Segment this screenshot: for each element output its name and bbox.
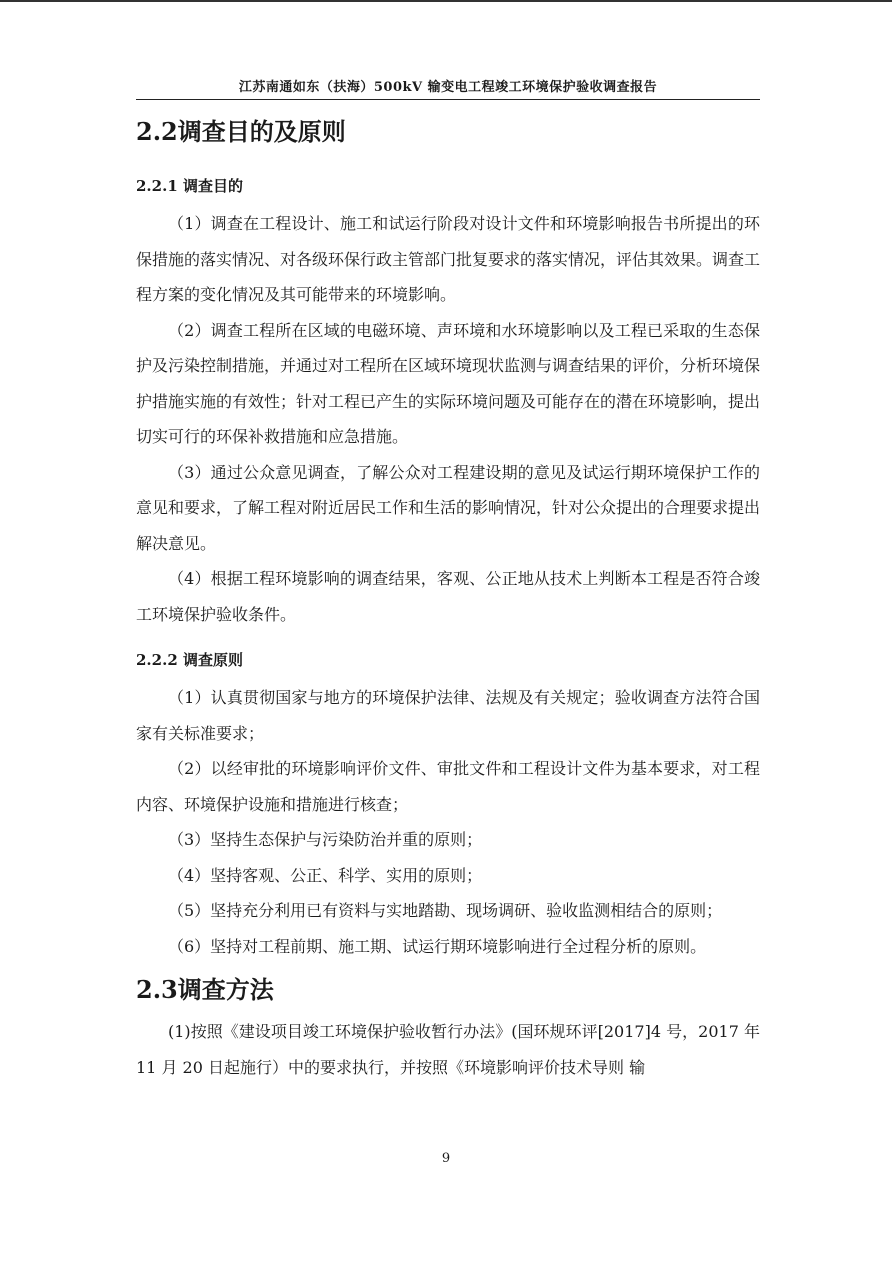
subsection-heading-2-2-1: 2.2.1 调查目的 (136, 177, 243, 195)
page-number: 9 (441, 1151, 451, 1166)
header-divider (136, 99, 760, 100)
page-body (136, 110, 760, 1085)
paragraph: （5）坚持充分利用已有资料与实地踏勘、现场调研、验收监测相结合的原则； (168, 901, 723, 920)
paragraph: (1)按照《建设项目竣工环境保护验收暂行办法》(国环规环评[2017]4 号，2017 年 11 月 20 日起施行）中的要求执行，并按照《环境影响评价技术导则 输 (136, 1022, 760, 1077)
section-heading-2-2: 2.2调查目的及原则 (136, 117, 346, 146)
page-top-border (0, 0, 892, 2)
paragraph: （1）认真贯彻国家与地方的环境保护法律、法规及有关规定；验收调查方法符合国家有关标准要求； (136, 688, 760, 743)
section-heading-2-3: 2.3调查方法 (136, 975, 274, 1004)
paragraph: （6）坚持对工程前期、施工期、试运行期环境影响进行全过程分析的原则。 (168, 936, 707, 956)
paragraph: （2）以经审批的环境影响评价文件、审批文件和工程设计文件为基本要求，对工程内容、环境保护设施和措施进行核查； (136, 759, 760, 814)
paragraph: （3）通过公众意见调查，了解公众对工程建设期的意见及试运行期环境保护工作的意见和要求，了解工程对附近居民工作和生活的影响情况，针对公众提出的合理要求提出解决意见。 (136, 462, 761, 553)
paragraph: （2）调查工程所在区域的电磁环境、声环境和水环境影响以及工程已采取的生态保护及污染控制措施，并通过对工程所在区域环境现状监测与调查结果的评价，分析环境保护措施实施的有效性；针对工程已产生的实际环境问题及可能存在的潜在环境影响，提出切实可行的环保补救措施和应急措施。 (136, 320, 761, 446)
paragraph: （1）调查在工程设计、施工和试运行阶段对设计文件和环境影响报告书所提出的环保措施的落实情况、对各级环保行政主管部门批复要求的落实情况，评估其效果。调查工程方案的变化情况及其可能带来的环境影响。 (136, 214, 761, 304)
paragraph: （4）根据工程环境影响的调查结果，客观、公正地从技术上判断本工程是否符合竣工环境保护验收条件。 (136, 569, 760, 624)
paragraph: （3）坚持生态保护与污染防治并重的原则； (168, 830, 483, 849)
paragraph: （4）坚持客观、公正、科学、实用的原则； (168, 865, 483, 885)
running-header: 江苏南通如东（扶海）500kV 输变电工程竣工环境保护验收调查报告 (238, 80, 658, 95)
subsection-heading-2-2-2: 2.2.2 调查原则 (136, 651, 243, 669)
